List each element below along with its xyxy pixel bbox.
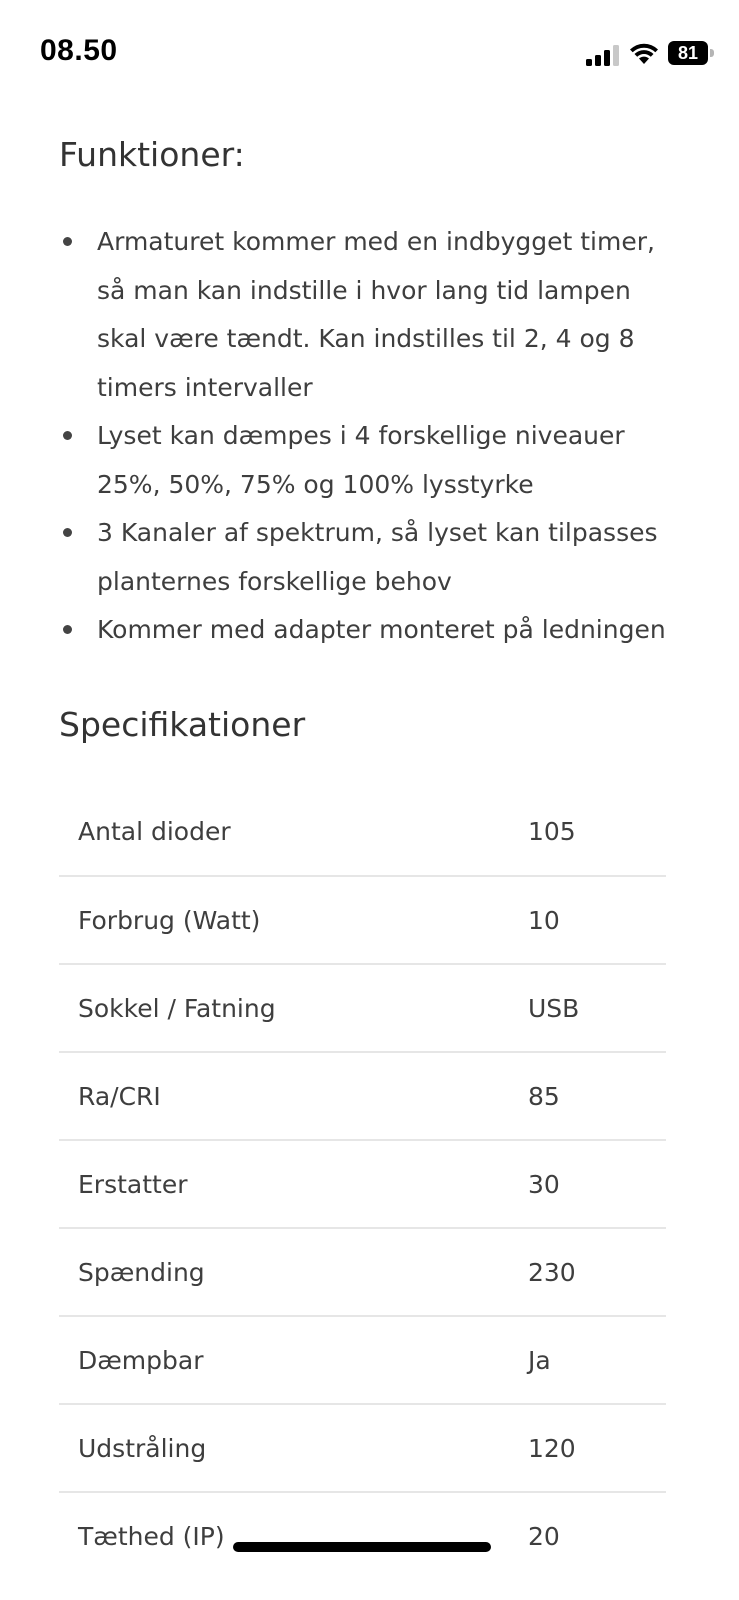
spec-value: 20 — [528, 1522, 560, 1551]
battery-icon — [668, 41, 714, 65]
spec-label: Dæmpbar — [78, 1345, 204, 1375]
battery-level: 81 — [677, 43, 699, 63]
spec-label: Sokkel / Fatning — [78, 993, 276, 1023]
feature-item — [59, 509, 679, 606]
features-list — [59, 218, 679, 655]
feature-item — [59, 412, 679, 509]
spec-value: USB — [528, 993, 580, 1023]
spec-row — [59, 1492, 666, 1580]
bullet-icon — [63, 431, 72, 440]
spec-label: Tæthed (IP) — [78, 1522, 225, 1551]
feature-item — [59, 606, 679, 655]
wifi-icon — [628, 40, 660, 66]
cellular-signal-icon — [586, 44, 620, 66]
features-title: Funktioner: — [59, 135, 245, 174]
spec-label: Erstatter — [78, 1169, 188, 1199]
spec-value: 120 — [528, 1433, 576, 1463]
specifications-title: Specifikationer — [59, 705, 306, 744]
feature-text: Armaturet kommer med en indbygget timer, så man kan indstille i hvor lang tid lampen skal være tændt. Kan indstilles til 2, 4 og 8 timers intervaller — [97, 227, 655, 402]
spec-row — [59, 1052, 666, 1140]
spec-value: 105 — [528, 817, 576, 846]
specifications-table — [59, 788, 666, 1580]
spec-row — [59, 1228, 666, 1316]
home-indicator[interactable] — [233, 1542, 491, 1552]
bullet-icon — [63, 625, 72, 634]
spec-label: Spænding — [78, 1257, 205, 1287]
spec-label: Udstråling — [78, 1433, 207, 1463]
spec-value: 10 — [528, 905, 560, 935]
bullet-icon — [63, 237, 72, 246]
spec-value: 230 — [528, 1257, 576, 1287]
feature-item — [59, 218, 679, 412]
spec-value: Ja — [528, 1345, 551, 1375]
spec-row — [59, 1404, 666, 1492]
feature-text: Lyset kan dæmpes i 4 forskellige niveauer 25%, 50%, 75% og 100% lysstyrke — [97, 421, 625, 499]
spec-row — [59, 876, 666, 964]
spec-row — [59, 788, 666, 876]
spec-label: Forbrug (Watt) — [78, 905, 261, 935]
spec-row — [59, 964, 666, 1052]
spec-value: 30 — [528, 1169, 560, 1199]
spec-label: Ra/CRI — [78, 1081, 161, 1111]
spec-row — [59, 1316, 666, 1404]
spec-value: 85 — [528, 1081, 560, 1111]
status-bar — [0, 0, 739, 100]
status-time: 08.50 — [40, 34, 118, 67]
spec-row — [59, 1140, 666, 1228]
battery-cap — [710, 49, 714, 57]
bullet-icon — [63, 528, 72, 537]
feature-text: Kommer med adapter monteret på ledningen — [97, 615, 666, 644]
feature-text: 3 Kanaler af spektrum, så lyset kan tilpasses planternes forskellige behov — [97, 518, 658, 596]
spec-label: Antal dioder — [78, 817, 231, 846]
